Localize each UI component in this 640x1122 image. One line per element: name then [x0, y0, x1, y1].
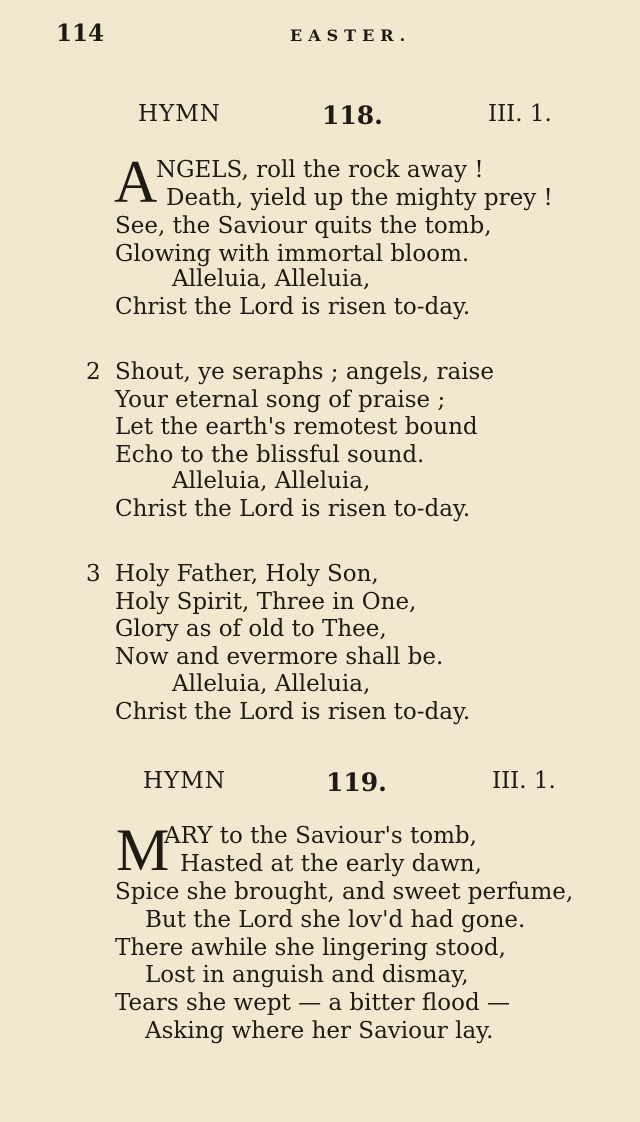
drop-cap: M [116, 817, 170, 883]
verse-line: Holy Father, Holy Son, [115, 561, 379, 587]
verse-line: Spice she brought, and sweet perfume, [115, 879, 574, 905]
verse-line: Let the earth's remotest bound [115, 414, 478, 440]
hymn-label: HYMN [143, 768, 226, 794]
running-head: EASTER. [290, 26, 412, 45]
verse-line: Lost in anguish and dismay, [145, 962, 469, 988]
verse-line: Glory as of old to Thee, [115, 616, 387, 642]
hymn-label: HYMN [138, 101, 221, 127]
verse-line: But the Lord she lov'd had gone. [145, 907, 526, 933]
verse-line: Glowing with immortal bloom. [115, 241, 470, 267]
hymn-number: 118. [322, 101, 383, 130]
first-line: ARY to the Saviour's tomb, [164, 823, 477, 849]
verse-number: 3 [86, 561, 101, 587]
chorus-line: Alleluia, Alleluia, [172, 468, 371, 494]
verse-line: There awhile she lingering stood, [115, 935, 506, 961]
verse-line: Holy Spirit, Three in One, [115, 589, 417, 615]
page-number: 114 [56, 20, 105, 47]
verse-line: Now and evermore shall be. [115, 644, 444, 670]
drop-cap: A [114, 149, 158, 215]
hymn-meter: III. 1. [488, 101, 552, 127]
verse-line: Christ the Lord is risen to-day. [115, 496, 471, 522]
verse-line: Your eternal song of praise ; [115, 387, 446, 413]
verse-number: 2 [86, 359, 101, 385]
hymn-number: 119. [326, 768, 387, 797]
first-line: NGELS, roll the rock away ! [156, 157, 484, 183]
chorus-line: Alleluia, Alleluia, [172, 266, 371, 292]
chorus-line: Alleluia, Alleluia, [172, 671, 371, 697]
verse-line: Death, yield up the mighty prey ! [166, 185, 553, 211]
verse-line: See, the Saviour quits the tomb, [115, 213, 492, 239]
hymn-meter: III. 1. [492, 768, 556, 794]
verse-line: Christ the Lord is risen to-day. [115, 294, 471, 320]
verse-line: Asking where her Saviour lay. [145, 1018, 494, 1044]
verse-line: Tears she wept — a bitter flood — [115, 990, 510, 1016]
verse-line: Shout, ye seraphs ; angels, raise [115, 359, 494, 385]
hymn-119-header [0, 768, 640, 802]
verse-line: Echo to the blissful sound. [115, 442, 425, 468]
hymn-118-header [0, 101, 640, 135]
verse-line: Hasted at the early dawn, [180, 851, 482, 877]
verse-line: Christ the Lord is risen to-day. [115, 699, 471, 725]
